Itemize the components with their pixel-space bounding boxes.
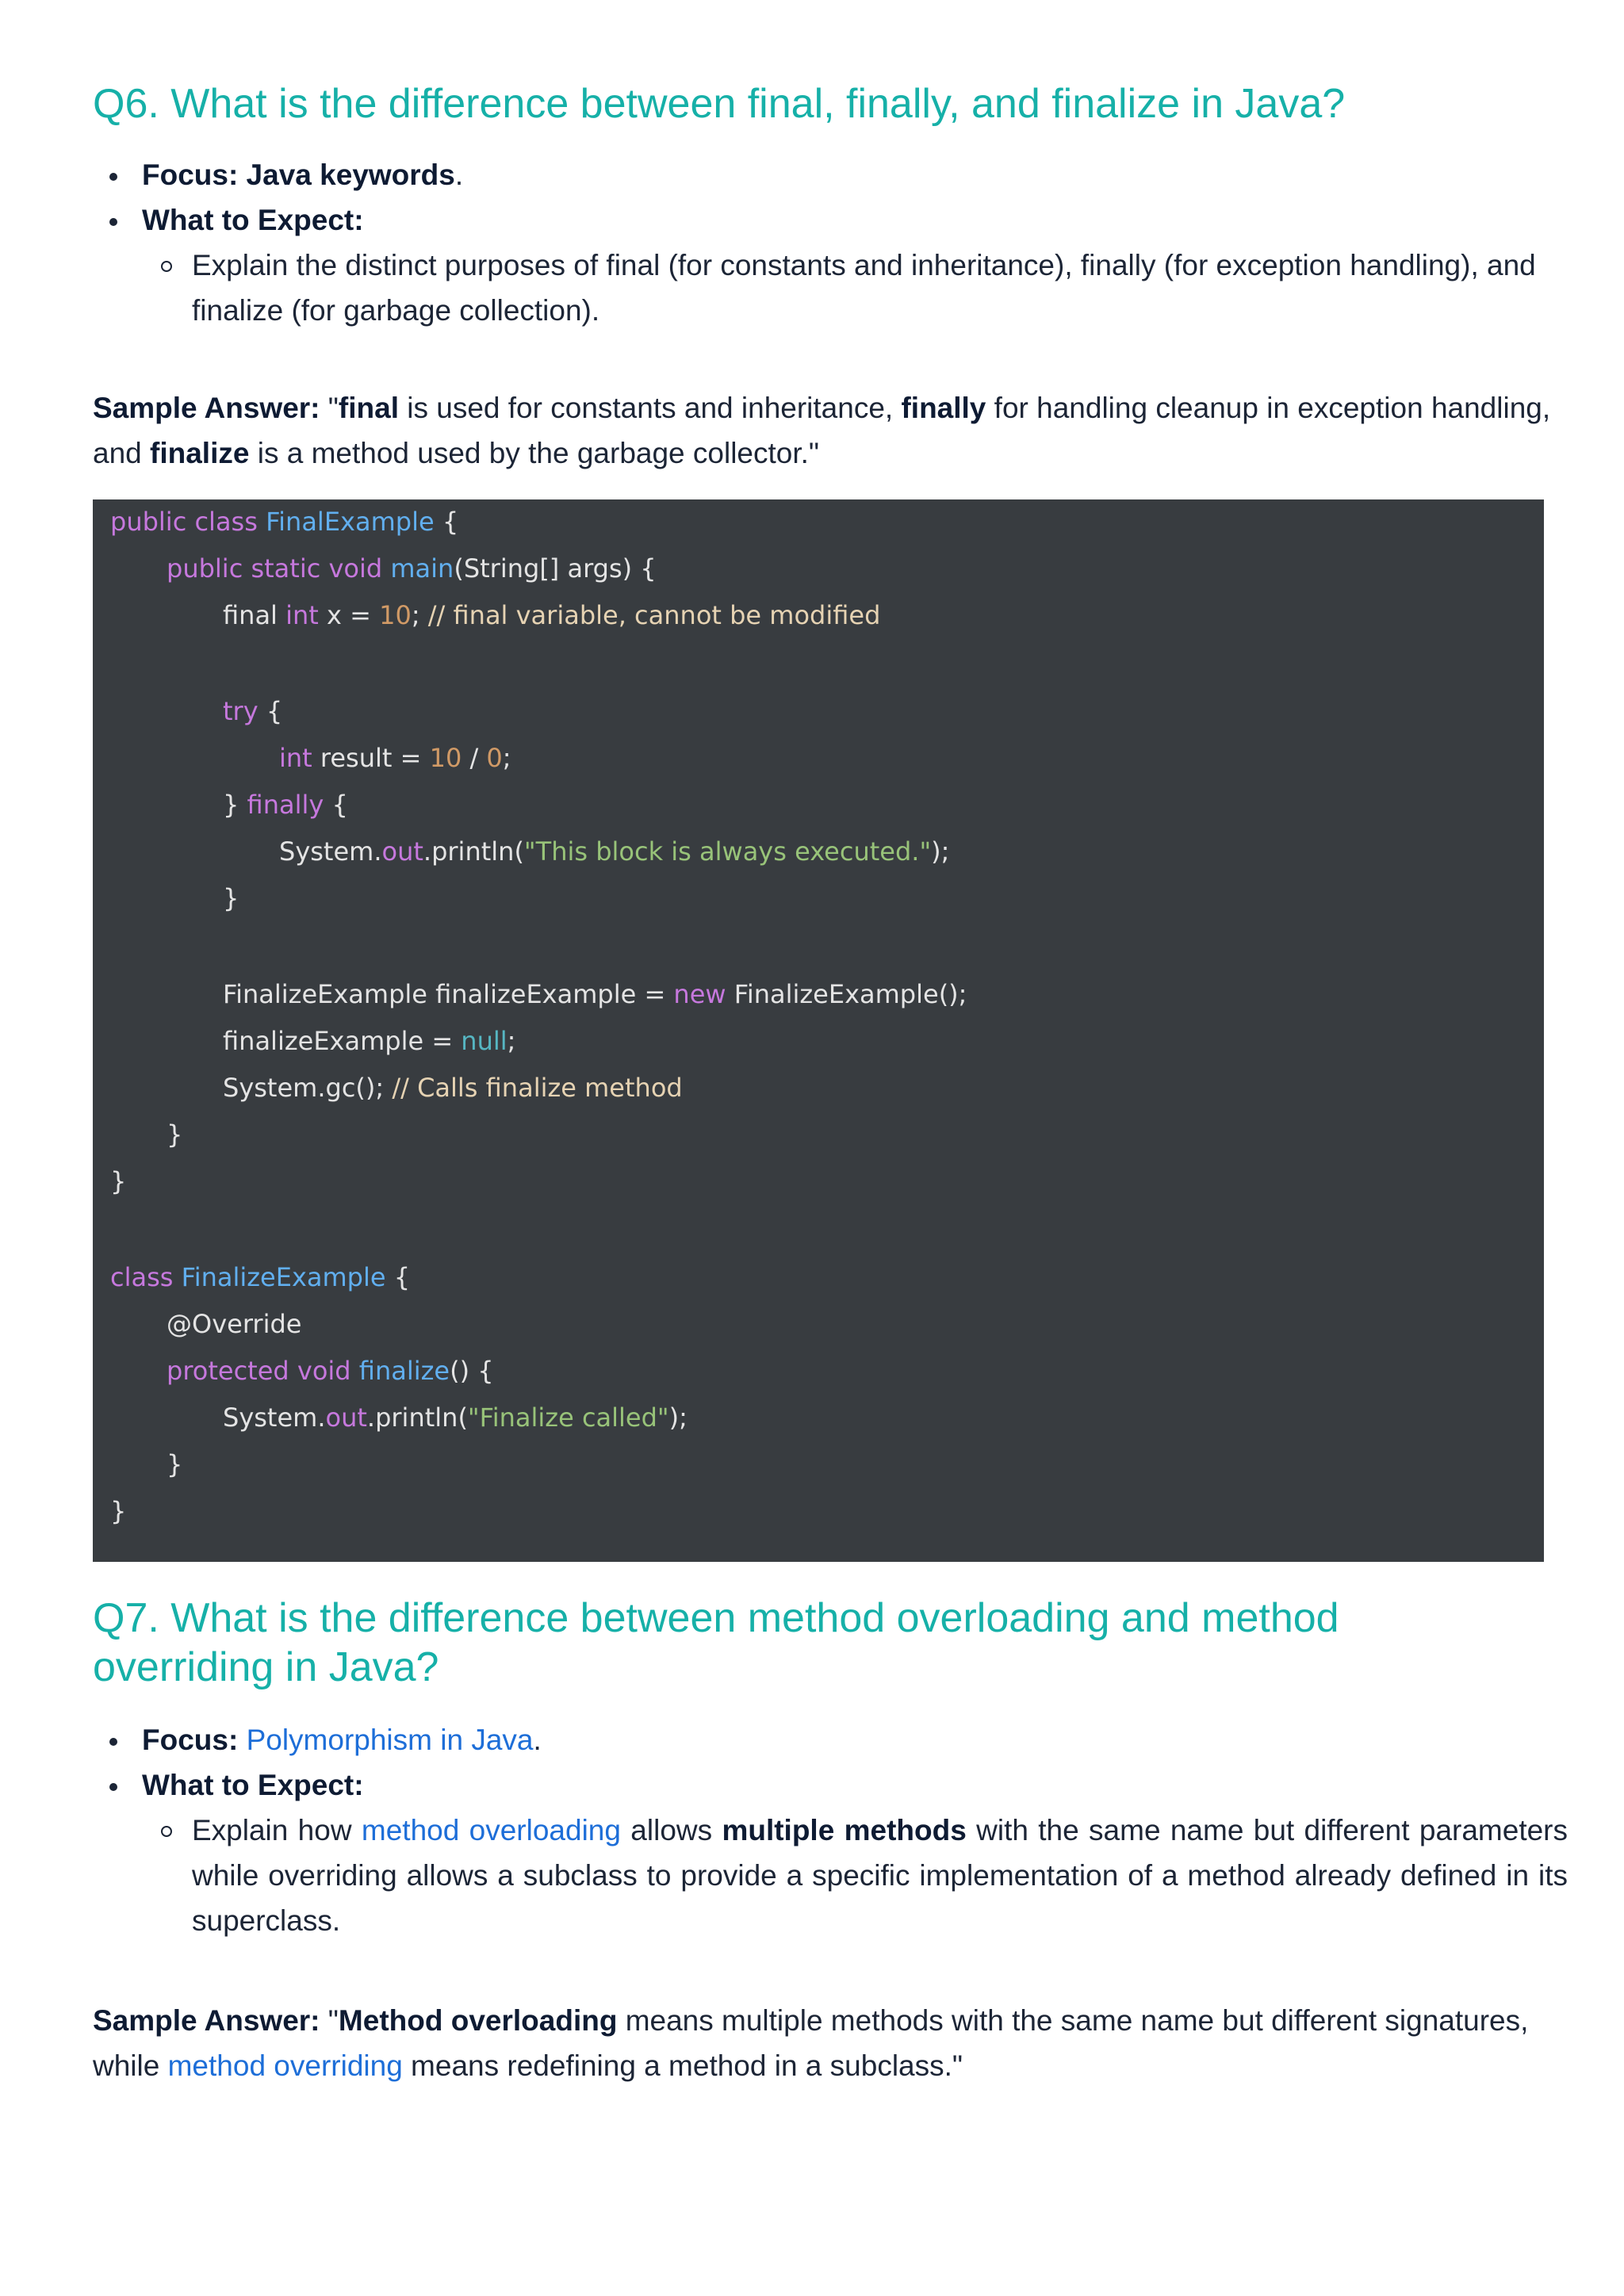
code-text: final [223,600,286,630]
q7-focus-label: Focus: [142,1724,239,1756]
q6-answer-final: final [338,392,399,424]
code-keyword: class [110,1262,182,1292]
code-method-name: finalize [358,1356,450,1386]
q6-expect-item [93,197,1568,243]
q6-answer-text-1: is used for constants and inheritance, [398,392,902,424]
q7-expect-bold: multiple methods [722,1814,967,1846]
q6-answer-quote: " [320,392,339,424]
q6-sample-answer [93,385,1568,476]
code-comment: // final variable, cannot be modified [427,600,881,630]
q7-expect-detail [93,1808,1568,1943]
code-text: { [385,1262,411,1292]
q6-answer-label: Sample Answer: [93,392,320,424]
code-line: } [110,1166,127,1196]
code-keyword: out [325,1402,367,1433]
q6-focus-suffix: . [454,159,464,191]
q7-focus-item [93,1717,1568,1762]
code-keyword: int [279,743,312,773]
code-text: { [434,507,459,537]
q6-answer-finally: finally [901,392,986,424]
code-line [110,504,458,539]
q6-bullet-list [93,152,1568,333]
code-method-name: main [390,553,454,584]
code-text: () { [450,1356,494,1386]
code-line [223,1400,688,1435]
code-text: ); [931,836,950,867]
q6-heading: Q6. What is the difference between final, finally, and finalize in Java? [93,81,1346,127]
q7-answer-bold: Method overloading [338,2004,618,2037]
code-text: .println( [366,1402,468,1433]
code-block [93,499,1544,1562]
q6-answer-text-3: is a method used by the garbage collector." [249,437,820,469]
code-keyword: public static void [167,553,391,584]
code-text: System. [223,1402,326,1433]
code-text: ; [507,1026,516,1056]
code-keyword: try [223,696,259,726]
code-string: "Finalize called" [467,1402,669,1433]
q7-focus-suffix: . [533,1724,542,1756]
code-line: @Override [167,1309,302,1339]
q7-expect-text-3: with the same name but different parameters while overriding allows a subclass to provide a specific implementation of a method already defined in its superclass. [192,1814,1568,1937]
code-text: ; [411,600,428,630]
q7-heading: Q7. What is the difference between method overloading and method overriding in Java? [93,1595,1339,1690]
code-number: 10 [379,600,412,630]
code-line [223,1070,683,1105]
code-keyword: int [285,600,319,630]
code-keyword: public class [110,507,266,537]
code-text: FinalizeExample(); [726,979,967,1009]
code-text: result = [312,743,430,773]
q7-answer-label: Sample Answer: [93,2004,320,2037]
q7-expect-text-1: Explain how [192,1814,362,1846]
code-number: 10 [429,743,462,773]
q7-answer-text-1: means multiple methods with the same name but different signatures, while [93,2004,1529,2082]
code-class-name: FinalizeExample [181,1262,386,1292]
q7-bullet-list [93,1717,1568,1943]
code-text: System. [279,836,382,867]
code-line: } [110,1496,127,1526]
code-keyword: new [673,979,726,1009]
code-text: ); [668,1402,688,1433]
code-keyword: finally [247,790,324,820]
q6-answer-text-2: for handling cleanup in exception handling, and [93,392,1551,469]
code-text: / [462,743,487,773]
code-line [279,834,949,869]
code-text: (String[] args) { [454,553,657,584]
q7-answer-quote: " [320,2004,339,2037]
code-line [223,1024,515,1058]
q7-expect-label: What to Expect: [142,1769,364,1801]
code-line: } [223,883,239,913]
code-line [110,1260,410,1295]
code-line [223,787,348,822]
code-line [279,740,511,775]
method-overriding-link[interactable]: method overriding [167,2049,403,2082]
code-string: "This block is always executed." [523,836,932,867]
code-text: finalizeExample = [223,1026,462,1056]
code-line [223,977,967,1012]
q7-expect-item [93,1762,1568,1808]
polymorphism-link[interactable]: Polymorphism in Java [246,1724,534,1756]
code-keyword: protected void [167,1356,359,1386]
code-class-name: FinalExample [266,507,435,537]
code-comment: // Calls finalize method [392,1073,683,1103]
code-line [223,694,282,729]
code-number: 0 [486,743,503,773]
code-text: ; [502,743,511,773]
code-text: { [258,696,283,726]
code-text: System.gc(); [223,1073,393,1103]
code-text: { [324,790,348,820]
q6-expect-label: What to Expect: [142,204,364,236]
code-text: FinalizeExample finalizeExample = [223,979,674,1009]
q6-focus-item [93,152,1568,197]
q7-sample-answer [93,1998,1568,2088]
q6-focus-label: Focus: Java keywords [142,159,455,191]
q7-expect-text-2: allows [620,1814,722,1846]
code-text: x = [318,600,380,630]
code-line [223,598,880,633]
code-keyword: out [381,836,423,867]
code-text: } [223,790,247,820]
code-line [167,1353,494,1388]
method-overloading-link[interactable]: method overloading [361,1814,621,1846]
code-text: .println( [423,836,524,867]
q6-answer-finalize: finalize [150,437,250,469]
code-line [167,551,657,586]
code-line: } [167,1449,183,1479]
q7-answer-text-2: means redefining a method in a subclass." [402,2049,963,2082]
code-line: } [167,1119,183,1150]
q6-expect-detail: Explain the distinct purposes of final (for constants and inheritance), finally (for exception handling), and finalize (for garbage collection). [93,243,1568,333]
code-null: null [461,1026,508,1056]
